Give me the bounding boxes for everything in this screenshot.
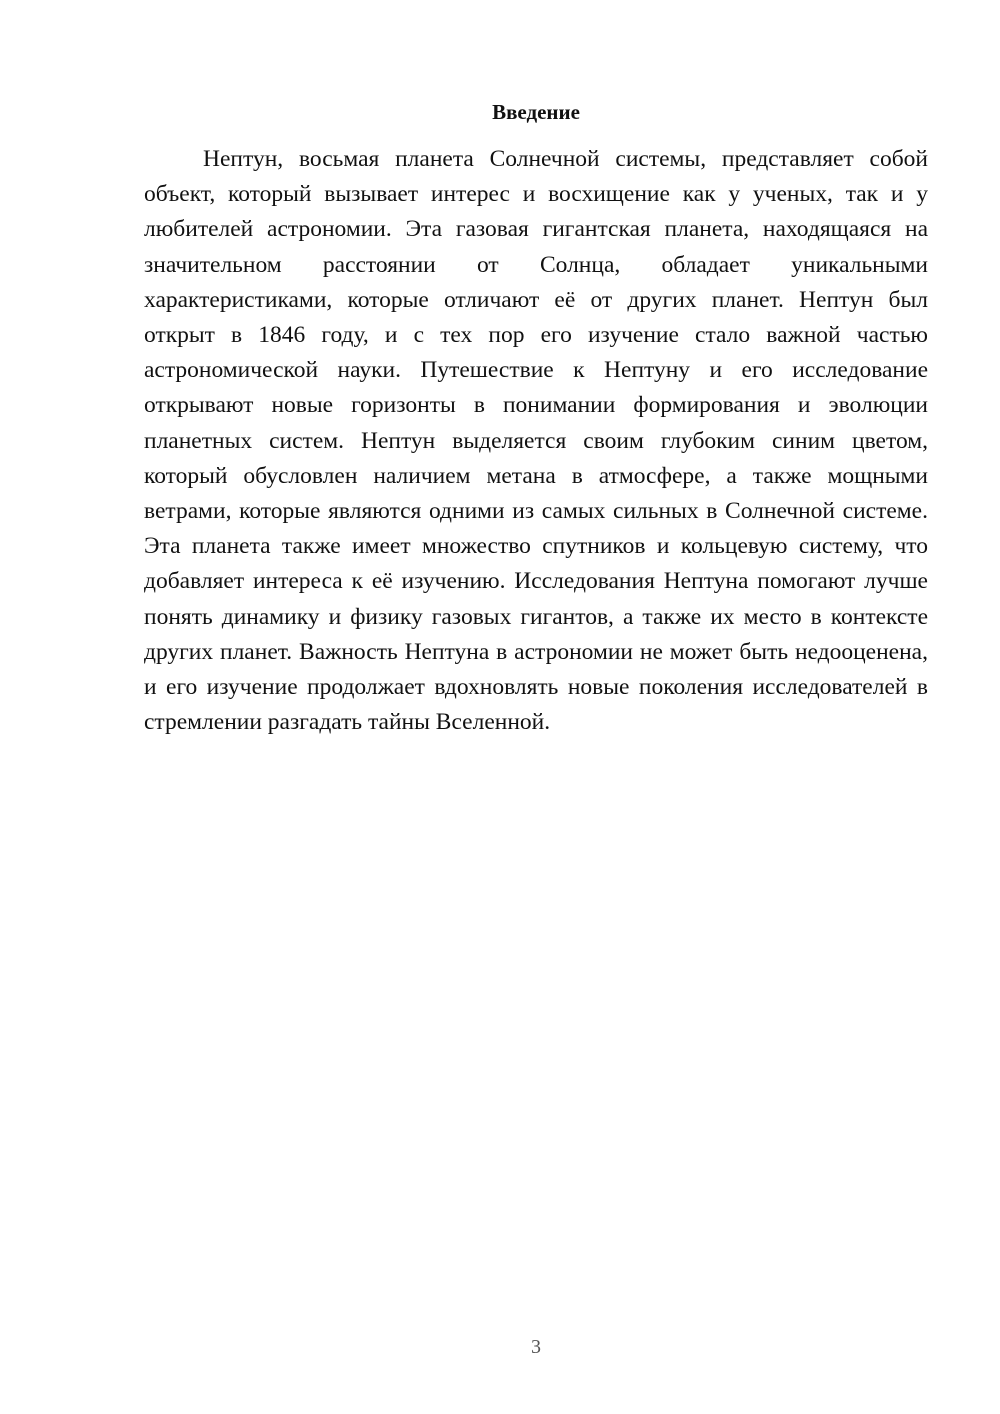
page-number: 3 xyxy=(531,1336,541,1358)
body-paragraph: Нептун, восьмая планета Солнечной системы, представляет собой объект, который вызывает интерес и восхищение как у ученых, так и у любителей астрономии. Эта газовая гигантская планета, находящаяся на значительном расстоянии от Солнца, обладает уникальными характеристиками, которые отличают её от других планет. Нептун был открыт в 1846 году, и с тех пор его изучение стало важной частью астрономической науки. Путешествие к Нептуну и его исследование открывают новые горизонты в понимании формирования и эволюции планетных систем. Нептун выделяется своим глубоким синим цветом, который обусловлен наличием метана в атмосфере, а также мощными ветрами, которые являются одними из самых сильных в Солнечной системе. Эта планета также имеет множество спутников и кольцевую систему, что добавляет интереса к её изучению. Исследования Нептуна помогают лучше понять динамику и физику газовых гигантов, а также их место в контексте других планет. Важность Нептуна в астрономии не может быть недооценена, и его изучение продолжает вдохновлять новые поколения исследователей в стремлении разгадать тайны Вселенной. xyxy=(144,146,928,736)
section-heading: Введение xyxy=(492,100,580,124)
